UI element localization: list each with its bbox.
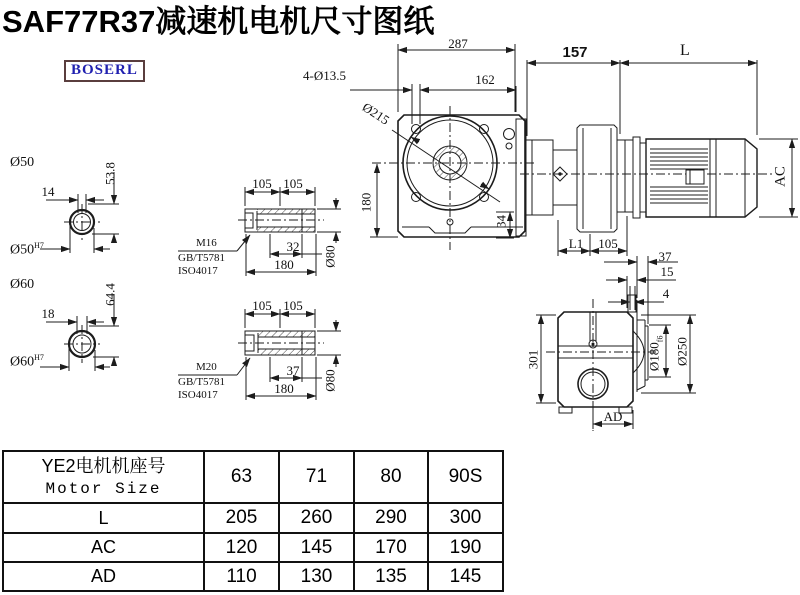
dim-motor-length-L: L <box>680 42 690 59</box>
brand-logo: BOSERL <box>64 60 145 82</box>
dim-motor-AC: AC <box>772 166 789 187</box>
header-cn: YE2电机机座号 <box>41 456 166 476</box>
motor-size-table <box>2 450 504 592</box>
dim-spigot-180: $Ø180_{f6}$ <box>646 335 665 372</box>
label-bolt-m16: M16 <box>196 237 217 249</box>
L-90S: 300 <box>428 503 503 533</box>
dim-bushing1-len1: 105 <box>252 176 272 191</box>
label-bolt-m20: M20 <box>196 361 217 373</box>
dim-bushing2-len2: 105 <box>283 298 303 313</box>
adapter-and-motor <box>520 125 772 232</box>
AD-63: 110 <box>204 562 279 591</box>
dim-shaft50-depth: 53.8 <box>102 162 118 185</box>
row-label-AD: AD <box>3 562 204 591</box>
dim-axis-height-180: 180 <box>358 192 374 213</box>
table-header-row <box>3 451 503 503</box>
row-label-L: L <box>3 503 204 533</box>
dim-bushing2-od: Ø80 <box>322 369 338 392</box>
dim-side-AD: AD <box>603 409 623 424</box>
label-std-gb-1: GB/T5781 <box>178 252 226 264</box>
dim-flange-dia-215: Ø215 <box>359 99 393 128</box>
col-63: 63 <box>204 451 279 503</box>
dim-side-37: 37 <box>658 249 672 264</box>
dim-bushing1-od: Ø80 <box>322 245 338 268</box>
table-row-AD <box>3 562 503 591</box>
table-row-AC <box>3 533 503 562</box>
AD-90S: 145 <box>428 562 503 591</box>
dim-overall-287: 287 <box>448 36 468 51</box>
dim-162: 162 <box>475 72 495 87</box>
dim-shaft50-keyway: 14 <box>41 184 55 199</box>
dim-shaft60-fit: $Ø60^{H7}$ <box>10 353 44 370</box>
dim-shaft60-dia: Ø60 <box>10 277 35 292</box>
AD-71: 130 <box>279 562 354 591</box>
row-label-AC: AC <box>3 533 204 562</box>
col-90S: 90S <box>428 451 503 503</box>
dim-shaft60-depth: 64.4 <box>102 283 118 306</box>
label-std-gb-2: GB/T5781 <box>178 376 226 388</box>
L-71: 260 <box>279 503 354 533</box>
table-row-L <box>3 503 503 533</box>
dim-shaft50-fit: $Ø50^{H7}$ <box>10 241 44 258</box>
AC-90S: 190 <box>428 533 503 562</box>
dim-flange-od-250: Ø250 <box>674 337 690 366</box>
dim-side-4: 4 <box>662 286 670 301</box>
col-71: 71 <box>279 451 354 503</box>
label-std-iso-1: ISO4017 <box>178 265 218 277</box>
col-80: 80 <box>354 451 428 503</box>
dim-bushing1-thread: 32 <box>286 239 300 254</box>
AD-80: 135 <box>354 562 428 591</box>
dim-mount-holes: 4-Ø13.5 <box>303 68 346 83</box>
dim-side-15: 15 <box>660 264 674 279</box>
AC-63: 120 <box>204 533 279 562</box>
dim-bushing1-total: 180 <box>274 257 294 272</box>
header-en: Motor Size <box>45 480 162 498</box>
dim-shaft60-keyway: 18 <box>41 306 55 321</box>
AC-80: 170 <box>354 533 428 562</box>
dim-bushing2-len1: 105 <box>252 298 272 313</box>
L-80: 290 <box>354 503 428 533</box>
label-std-iso-2: ISO4017 <box>178 389 218 401</box>
dim-foot-34: 34 <box>493 215 509 228</box>
dim-shaft50-dia: Ø50 <box>10 155 35 170</box>
dim-157: 157 <box>562 44 588 61</box>
dim-105-adapter: 105 <box>598 236 618 251</box>
dim-bushing2-total: 180 <box>274 381 294 396</box>
dim-bushing2-thread: 37 <box>286 363 300 378</box>
page-title: SAF77R37减速机电机尺寸图纸 <box>2 4 435 39</box>
header-motor-size <box>3 451 204 503</box>
AC-71: 145 <box>279 533 354 562</box>
dim-bushing1-len2: 105 <box>283 176 303 191</box>
L-63: 205 <box>204 503 279 533</box>
dim-L1: L1 <box>568 236 584 251</box>
dim-side-301: 301 <box>525 349 541 370</box>
